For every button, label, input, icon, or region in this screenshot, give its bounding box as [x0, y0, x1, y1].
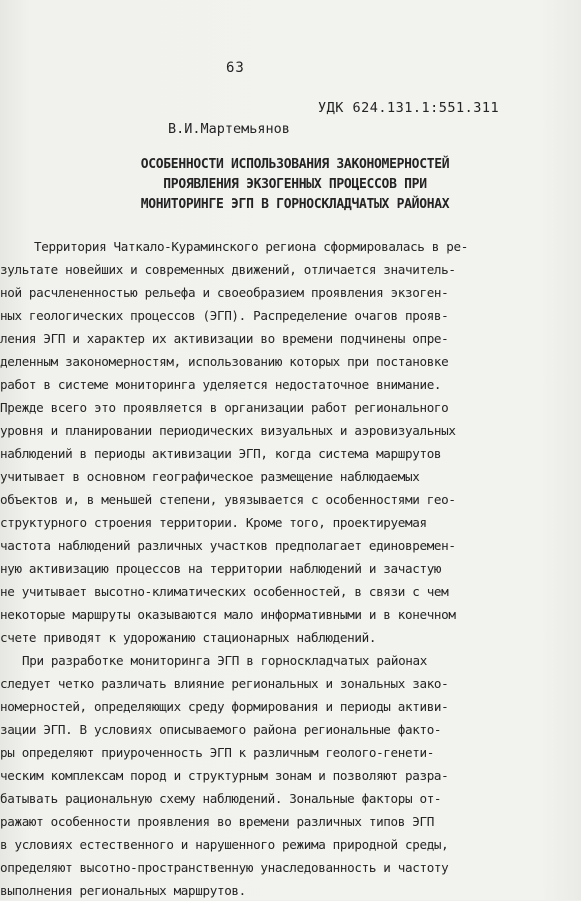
body-line: частота наблюдений различных участков предполагает единовремен-	[0, 538, 456, 553]
body-line: зации ЭГП. В условиях описываемого района региональные факто-	[0, 722, 442, 737]
body-line: уровня и планировании периодических визуальных и аэровизуальных	[0, 423, 456, 438]
body-line: работ в системе мониторинга уделяется недостаточное внимание.	[0, 377, 442, 392]
body-line: ной расчлененностью рельефа и своеобразием проявления экзоген-	[0, 285, 449, 300]
body-line: ры определяют приуроченность ЭГП к различным геолого-генети-	[0, 745, 434, 760]
body-line: учитывает в основном географическое размещение наблюдаемых	[0, 469, 420, 484]
body-line: объектов и, в меньшей степени, увязывается с особенностями гео-	[0, 492, 456, 507]
body-line: выполнения региональных маршрутов.	[0, 883, 246, 898]
body-line: наблюдений в периоды активизации ЭГП, когда система маршрутов	[0, 446, 442, 461]
body-line: некоторые маршруты оказываются мало информативными и в конечном	[0, 607, 456, 622]
body-line: следует четко различать влияние региональных и зональных зако-	[0, 676, 449, 691]
body-line: При разработке мониторинга ЭГП в горноскладчатых районах	[22, 653, 427, 668]
body-line: ных геологических процессов (ЭГП). Распределение очагов прояв-	[0, 308, 449, 323]
body-line: в условиях естественного и нарушенного режима природной среды,	[0, 837, 449, 852]
body-line: ления ЭГП и характер их активизации во времени подчинены опре-	[0, 331, 449, 346]
body-line: определяют высотно-пространственную унаследованность и частоту	[0, 860, 449, 875]
article-title	[60, 155, 530, 215]
author-name: В.И.Мартемьянов	[168, 121, 290, 137]
body-line: номерностей, определяющих среду формирования и периоды активи-	[0, 699, 449, 714]
title-line: ОСОБЕННОСТИ ИСПОЛЬЗОВАНИЯ ЗАКОНОМЕРНОСТЕЙ	[140, 157, 450, 172]
body-line: зультате новейших и современных движений, отличается значитель-	[0, 262, 456, 277]
body-line: счете приводят к удорожанию стационарных наблюдений.	[0, 630, 377, 645]
body-line: структурного строения территории. Кроме того, проектируемая	[0, 515, 427, 530]
body-line: Прежде всего это проявляется в организации работ регионального	[0, 400, 449, 415]
body-line: не учитывает высотно-климатических особенностей, в связи с чем	[0, 584, 449, 599]
udc-code: УДК 624.131.1:551.311	[318, 100, 500, 116]
title-line: ПРОЯВЛЕНИЯ ЭКЗОГЕННЫХ ПРОЦЕССОВ ПРИ	[163, 177, 427, 192]
body-line: деленным закономерностям, использованию которых при постановке	[0, 354, 449, 369]
body-line: батывать рациональную схему наблюдений. Зональные факторы от-	[0, 791, 442, 806]
body-line: ражают особенности проявления во времени различных типов ЭГП	[0, 814, 434, 829]
body-line: ную активизацию процессов на территории наблюдений и зачастую	[0, 561, 442, 576]
page-number: 63	[226, 60, 245, 76]
title-line: МОНИТОРИНГЕ ЭГП В ГОРНОСКЛАДЧАТЫХ РАЙОНАХ	[140, 197, 450, 212]
body-line: ческим комплексам пород и структурным зонам и позволяют разра-	[0, 768, 449, 783]
body-line: Территория Чаткало-Кураминского региона сформировалась в ре-	[34, 239, 468, 254]
